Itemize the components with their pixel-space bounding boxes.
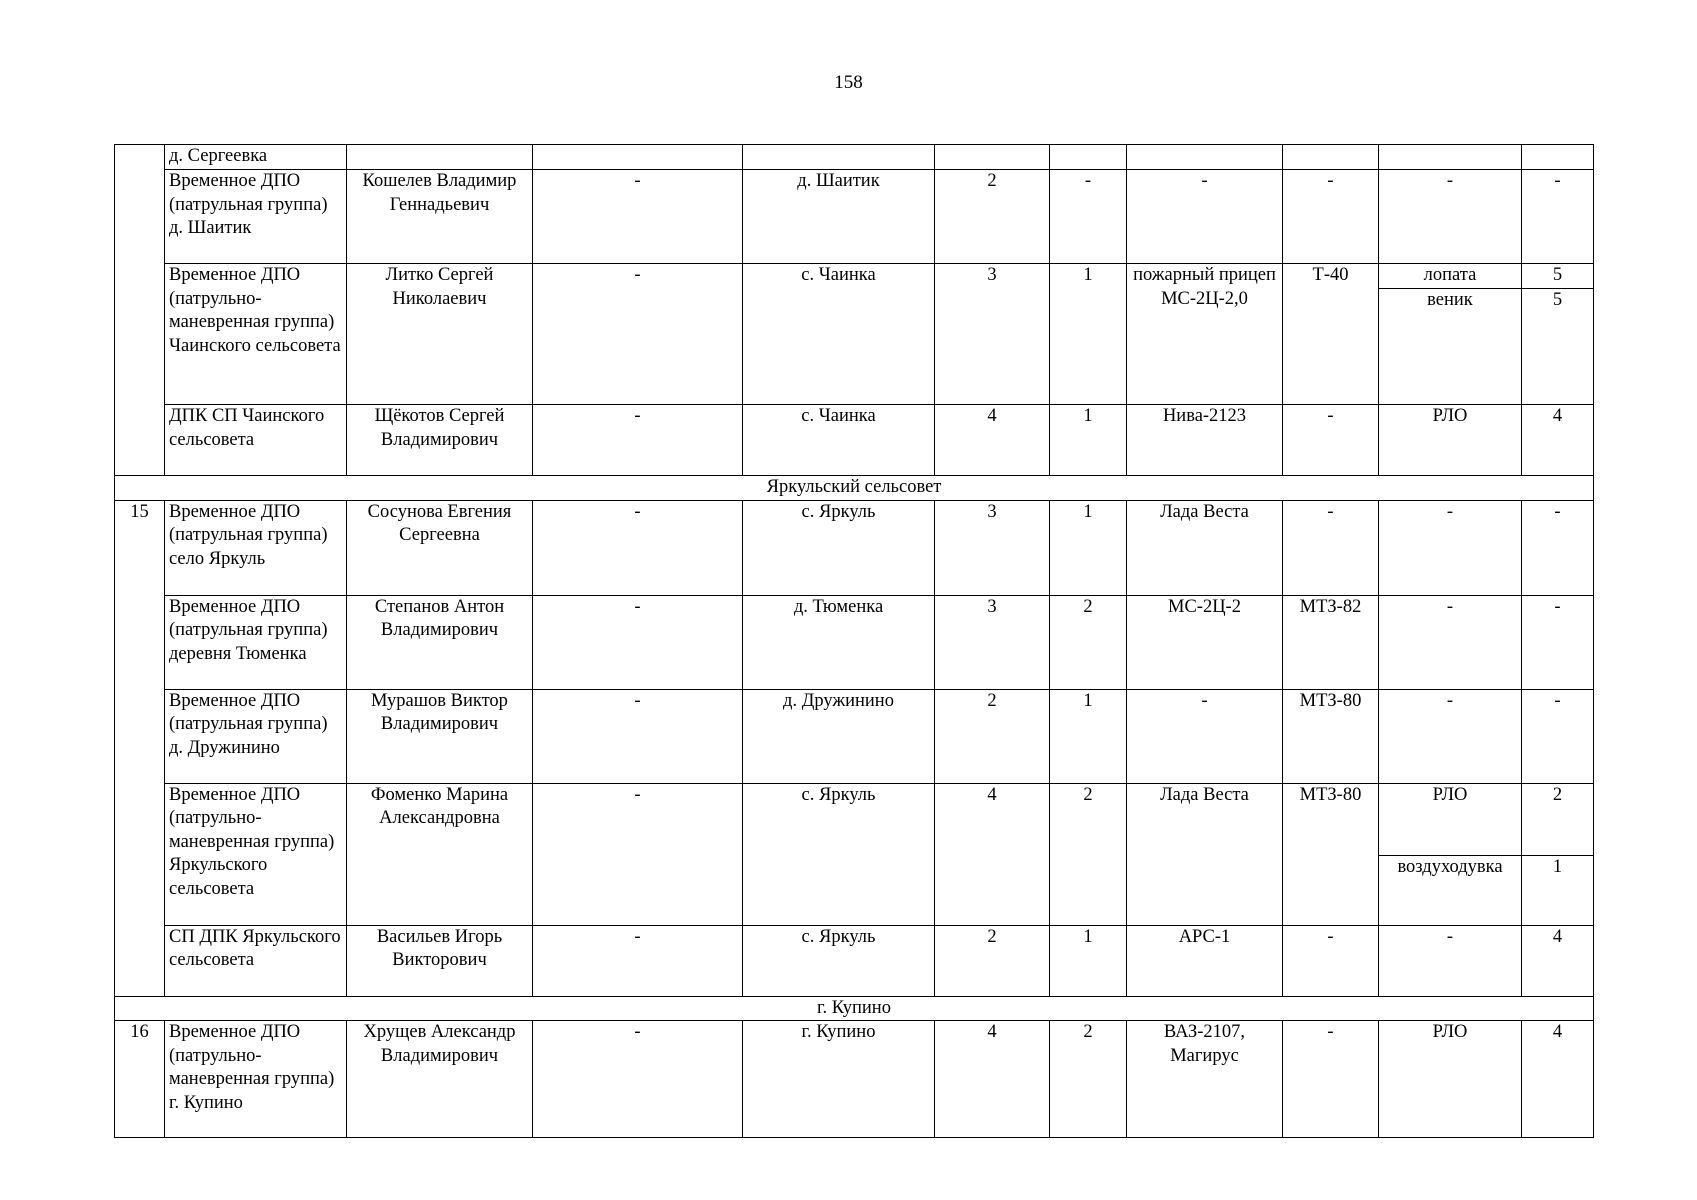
head-cell: Фоменко Марина Александровна — [347, 783, 533, 925]
cell-c9: воздуходувка — [1379, 855, 1522, 925]
cell-c5: 4 — [935, 1021, 1050, 1138]
section-title: Яркульский сельсовет — [115, 476, 1594, 501]
group-number-cell — [115, 783, 165, 925]
unit-name-cell: ДПК СП Чаинского сельсовета — [165, 405, 347, 476]
table-row — [115, 170, 1594, 264]
table-row — [115, 264, 1594, 289]
cell-c6: 2 — [1050, 1021, 1127, 1138]
cell-c10: 4 — [1522, 405, 1594, 476]
group-number-cell: 16 — [115, 1021, 165, 1138]
cell-c6: - — [1050, 170, 1127, 264]
cell-c5: 3 — [935, 264, 1050, 405]
head-cell: Мурашов Виктор Владимирович — [347, 689, 533, 783]
cell-c3: - — [533, 595, 743, 689]
cell-c9: лопата — [1379, 264, 1522, 289]
table-row — [115, 1021, 1594, 1138]
head-cell: Степанов Антон Владимирович — [347, 595, 533, 689]
cell-c5: 4 — [935, 405, 1050, 476]
cell-c9: РЛО — [1379, 783, 1522, 855]
cell-c3: - — [533, 500, 743, 595]
cell-c10: 5 — [1522, 264, 1594, 289]
cell-c6: 1 — [1050, 689, 1127, 783]
cell-c10: - — [1522, 500, 1594, 595]
group-number-cell — [115, 264, 165, 405]
unit-name-cell: Временное ДПО (патрульная группа) д. Дружинино — [165, 689, 347, 783]
cell-c6: 1 — [1050, 264, 1127, 405]
group-number-cell — [115, 595, 165, 689]
table-row — [115, 595, 1594, 689]
cell-c10: 1 — [1522, 855, 1594, 925]
section-title: г. Купино — [115, 996, 1594, 1021]
place-cell: д. Дружинино — [743, 689, 935, 783]
group-number-cell — [115, 689, 165, 783]
place-cell: с. Чаинка — [743, 405, 935, 476]
cell-c9: - — [1379, 595, 1522, 689]
place-cell: д. Тюменка — [743, 595, 935, 689]
cell-c3: - — [533, 783, 743, 925]
head-cell: Сосунова Евгения Сергеевна — [347, 500, 533, 595]
fire-brigade-table — [114, 144, 1594, 1138]
cell-c3: - — [533, 170, 743, 264]
unit-name-cell: Временное ДПО (патрульно-маневренная группа) Яркульского сельсовета — [165, 783, 347, 925]
place-cell: с. Яркуль — [743, 925, 935, 996]
head-cell: Кошелев Владимир Геннадьевич — [347, 170, 533, 264]
cell-c6: 1 — [1050, 925, 1127, 996]
cell-c3: - — [533, 925, 743, 996]
group-number-cell — [115, 145, 165, 170]
cell-c6: 2 — [1050, 595, 1127, 689]
cell-c9: РЛО — [1379, 1021, 1522, 1138]
cell-c9: - — [1379, 689, 1522, 783]
cell-c5: 2 — [935, 925, 1050, 996]
cell-c7: МС-2Ц-2 — [1127, 595, 1283, 689]
group-number-cell — [115, 925, 165, 996]
cell-c8: МТЗ-80 — [1283, 783, 1379, 925]
cell-c9: - — [1379, 925, 1522, 996]
group-number-cell — [115, 170, 165, 264]
unit-name-cell: Временное ДПО (патрульно-маневренная группа) г. Купино — [165, 1021, 347, 1138]
head-cell: Васильев Игорь Викторович — [347, 925, 533, 996]
cell-c9: - — [1379, 500, 1522, 595]
head-cell: Щёкотов Сергей Владимирович — [347, 405, 533, 476]
cell-c7: Лада Веста — [1127, 783, 1283, 925]
cell-c5: 2 — [935, 689, 1050, 783]
cell-c10: 5 — [1522, 289, 1594, 405]
unit-name-cell: СП ДПК Яркульского сельсовета — [165, 925, 347, 996]
head-cell: Хрущев Александр Владимирович — [347, 1021, 533, 1138]
table-row — [115, 689, 1594, 783]
group-number-cell: 15 — [115, 500, 165, 595]
cell-c8: МТЗ-80 — [1283, 689, 1379, 783]
section-row — [115, 476, 1594, 501]
cell-c10: 2 — [1522, 783, 1594, 855]
cell-c8: МТЗ-82 — [1283, 595, 1379, 689]
unit-name-cell: д. Сергеевка — [165, 145, 347, 170]
section-row — [115, 996, 1594, 1021]
cell-c8: - — [1283, 1021, 1379, 1138]
place-cell: г. Купино — [743, 1021, 935, 1138]
cell-c8: - — [1283, 170, 1379, 264]
cell-c10: - — [1522, 170, 1594, 264]
cell-c7: Нива-2123 — [1127, 405, 1283, 476]
cell-c7: АРС-1 — [1127, 925, 1283, 996]
cell-c3: - — [533, 1021, 743, 1138]
cell-c10: - — [1522, 689, 1594, 783]
table-row — [115, 500, 1594, 595]
group-number-cell — [115, 405, 165, 476]
cell-c5: 4 — [935, 783, 1050, 925]
table-row — [115, 925, 1594, 996]
cell-c9: РЛО — [1379, 405, 1522, 476]
place-cell: д. Шаитик — [743, 170, 935, 264]
cell-c6: 2 — [1050, 783, 1127, 925]
cell-c5: 3 — [935, 595, 1050, 689]
cell-c5: 3 — [935, 500, 1050, 595]
cell-c7: ВАЗ-2107, Магирус — [1127, 1021, 1283, 1138]
unit-name-cell: Временное ДПО (патрульная группа) село Яркуль — [165, 500, 347, 595]
cell-c3: - — [533, 264, 743, 405]
cell-c8: - — [1283, 925, 1379, 996]
cell-c8: - — [1283, 500, 1379, 595]
table-row — [115, 405, 1594, 476]
cell-c10: 4 — [1522, 1021, 1594, 1138]
unit-name-cell: Временное ДПО (патрульная группа) деревня Тюменка — [165, 595, 347, 689]
place-cell: с. Яркуль — [743, 783, 935, 925]
unit-name-cell: Временное ДПО (патрульная группа) д. Шаитик — [165, 170, 347, 264]
table-row — [115, 783, 1594, 855]
cell-c10: - — [1522, 595, 1594, 689]
head-cell: Литко Сергей Николаевич — [347, 264, 533, 405]
page-number: 158 — [834, 72, 863, 93]
cell-c9: - — [1379, 170, 1522, 264]
place-cell: с. Яркуль — [743, 500, 935, 595]
cell-c10: 4 — [1522, 925, 1594, 996]
cell-c7: - — [1127, 689, 1283, 783]
unit-name-cell: Временное ДПО (патрульно-маневренная группа) Чаинского сельсовета — [165, 264, 347, 405]
cell-c9: веник — [1379, 289, 1522, 405]
cell-c7: - — [1127, 170, 1283, 264]
table-row — [115, 145, 1594, 170]
cell-c6: 1 — [1050, 405, 1127, 476]
place-cell: с. Чаинка — [743, 264, 935, 405]
cell-c6: 1 — [1050, 500, 1127, 595]
cell-c5: 2 — [935, 170, 1050, 264]
cell-c3: - — [533, 689, 743, 783]
cell-c3: - — [533, 405, 743, 476]
cell-c7: пожарный прицеп МС-2Ц-2,0 — [1127, 264, 1283, 405]
cell-c7: Лада Веста — [1127, 500, 1283, 595]
cell-c8: - — [1283, 405, 1379, 476]
cell-c8: Т-40 — [1283, 264, 1379, 405]
